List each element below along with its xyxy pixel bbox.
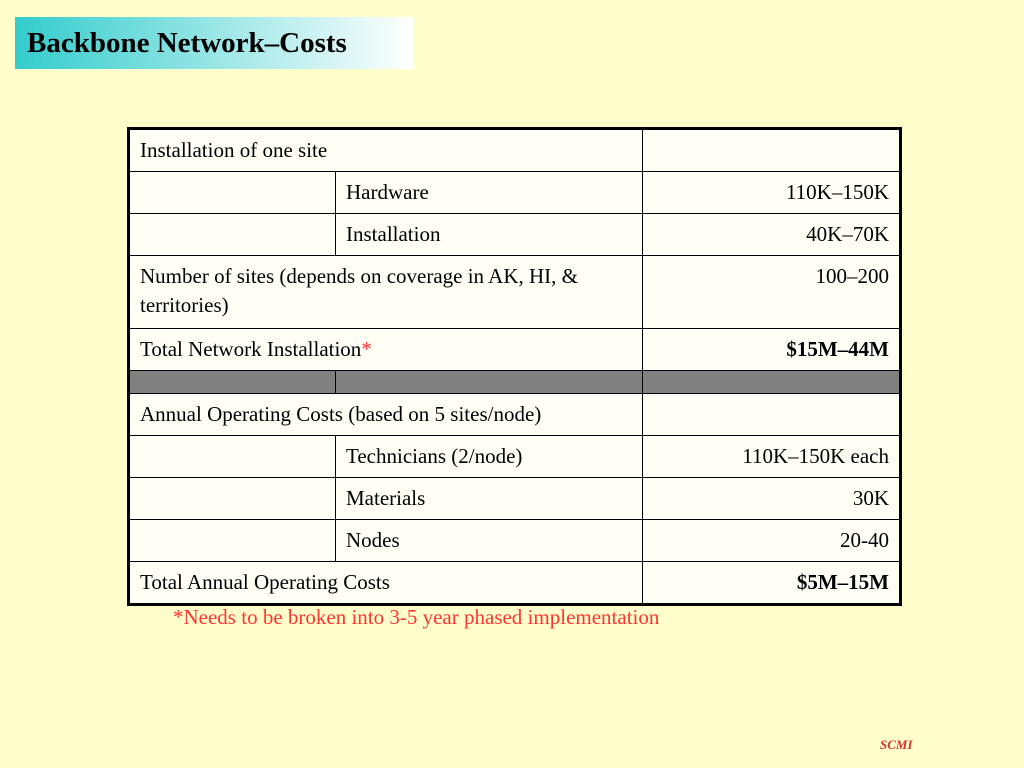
empty-cell bbox=[129, 478, 336, 520]
technicians-label: Technicians (2/node) bbox=[336, 436, 643, 478]
install-header-cell: Installation of one site bbox=[129, 129, 643, 172]
total-annual-value: $5M–15M bbox=[643, 562, 901, 605]
empty-cell bbox=[643, 129, 901, 172]
separator-cell bbox=[129, 371, 336, 394]
hardware-label: Hardware bbox=[336, 172, 643, 214]
table-row bbox=[129, 256, 901, 329]
nodes-label: Nodes bbox=[336, 520, 643, 562]
empty-cell bbox=[129, 520, 336, 562]
table-row bbox=[129, 562, 901, 605]
sites-value: 100–200 bbox=[643, 256, 901, 329]
total-install-label: Total Network Installation bbox=[140, 337, 362, 361]
table-row bbox=[129, 394, 901, 436]
total-install-value: $15M–44M bbox=[643, 329, 901, 371]
sites-label: Number of sites (depends on coverage in AK, HI, & territories) bbox=[129, 256, 643, 329]
total-install-label-cell bbox=[129, 329, 643, 371]
table-row bbox=[129, 172, 901, 214]
table-row bbox=[129, 214, 901, 256]
brand-label: SCMI bbox=[880, 737, 913, 752]
costs-table bbox=[127, 127, 902, 606]
empty-cell bbox=[129, 436, 336, 478]
table-row bbox=[129, 520, 901, 562]
materials-value: 30K bbox=[643, 478, 901, 520]
empty-cell bbox=[643, 394, 901, 436]
installation-value: 40K–70K bbox=[643, 214, 901, 256]
total-annual-label: Total Annual Operating Costs bbox=[129, 562, 643, 605]
slide-title-banner bbox=[15, 17, 413, 69]
hardware-value: 110K–150K bbox=[643, 172, 901, 214]
technicians-value: 110K–150K each bbox=[643, 436, 901, 478]
empty-cell bbox=[129, 214, 336, 256]
annual-header-cell: Annual Operating Costs (based on 5 sites/node) bbox=[129, 394, 643, 436]
empty-cell bbox=[129, 172, 336, 214]
table-row bbox=[129, 329, 901, 371]
footnote: *Needs to be broken into 3-5 year phased implementation bbox=[173, 605, 660, 629]
separator-cell bbox=[643, 371, 901, 394]
table-row bbox=[129, 436, 901, 478]
materials-label: Materials bbox=[336, 478, 643, 520]
installation-label: Installation bbox=[336, 214, 643, 256]
slide-title: Backbone Network–Costs bbox=[27, 26, 347, 59]
asterisk-marker: * bbox=[361, 337, 372, 361]
nodes-value: 20-40 bbox=[643, 520, 901, 562]
separator-cell bbox=[336, 371, 643, 394]
table-row bbox=[129, 129, 901, 172]
table-row bbox=[129, 478, 901, 520]
separator-row bbox=[129, 371, 901, 394]
